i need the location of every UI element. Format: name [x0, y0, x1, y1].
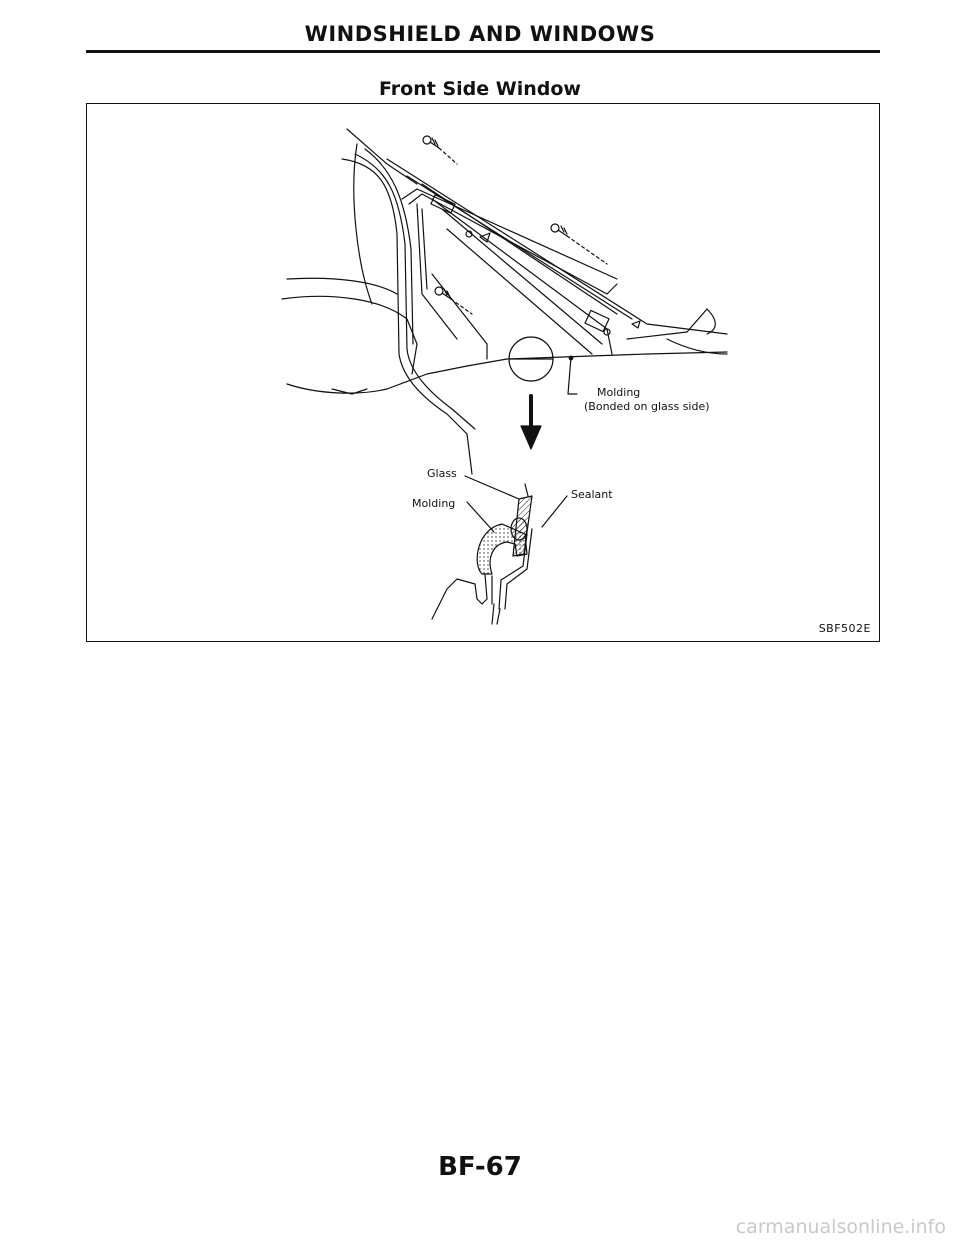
page-header: WINDSHIELD AND WINDOWS	[304, 22, 656, 46]
sealant-label: Sealant	[571, 488, 613, 501]
header-rule	[86, 50, 880, 53]
watermark: carmanualsonline.info	[735, 1216, 946, 1238]
figure-frame	[86, 103, 880, 642]
molding-bottom-label: Molding	[412, 497, 456, 510]
window-diagram	[87, 104, 879, 641]
molding-top-label: Molding	[597, 386, 641, 399]
bonded-note-label: (Bonded on glass side)	[584, 400, 710, 413]
glass-label: Glass	[427, 467, 457, 480]
page-number: BF-67	[438, 1152, 522, 1182]
section-title: Front Side Window	[379, 78, 581, 100]
figure-code: SBF502E	[818, 622, 871, 635]
